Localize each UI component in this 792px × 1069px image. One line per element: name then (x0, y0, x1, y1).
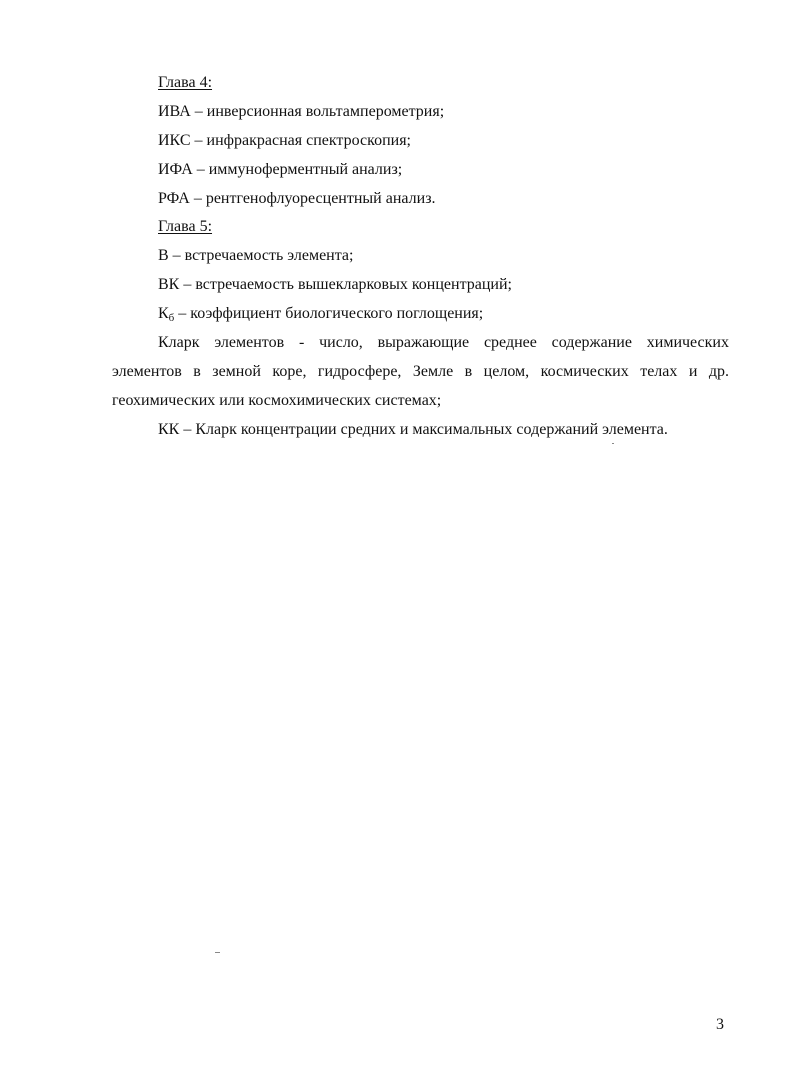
clarke-definition-line-1: Кларк элементов - число, выражающие среднее содержание химических (158, 334, 729, 351)
page-number: 3 (716, 1016, 724, 1033)
abbreviation-iks: ИКС – инфракрасная спектроскопия; (158, 132, 411, 149)
abbreviation-ifa: ИФА – иммуноферментный анализ; (158, 161, 403, 178)
abbreviation-kb (158, 304, 483, 324)
clarke-definition-line-3: геохимических или космохимических системах; (112, 392, 442, 409)
scan-speck (215, 952, 220, 953)
kb-definition: – коэффициент биологического поглощения; (174, 305, 484, 322)
abbreviation-rfa: РФА – рентгенофлуоресцентный анализ. (158, 190, 436, 207)
abbreviation-iva: ИВА – инверсионная вольтамперометрия; (158, 103, 445, 120)
abbreviation-vk: ВК – встречаемость вышекларковых концентраций; (158, 276, 512, 293)
chapter-5-heading: Глава 5: (158, 218, 213, 235)
kb-main: К (158, 305, 169, 322)
abbreviation-kk: КК – Кларк концентрации средних и максимальных содержаний элемента. (158, 421, 668, 438)
scan-speck (612, 443, 614, 444)
chapter-4-heading: Глава 4: (158, 74, 213, 91)
kb-subscript: б (168, 312, 175, 324)
clarke-definition-line-2: элементов в земной коре, гидросфере, Земле в целом, космических телах и др. (112, 363, 729, 380)
abbreviation-v: В – встречаемость элемента; (158, 247, 354, 264)
